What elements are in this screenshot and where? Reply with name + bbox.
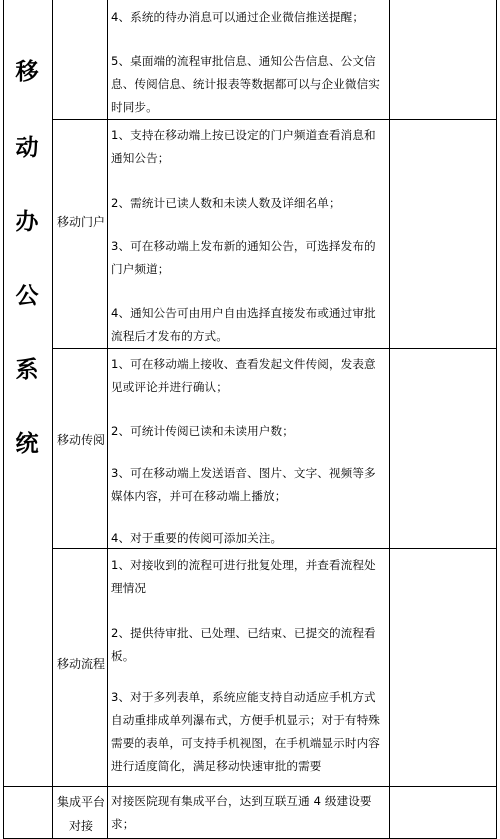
requirement-item: 3、可在移动端上发布新的通知公告，可选择发布的门户频道；	[111, 239, 376, 276]
main-category-char: 移	[15, 58, 39, 85]
main-category-char: 动	[15, 134, 39, 161]
requirement-item: 1、支持在移动端上按已设定的门户频道查看消息和通知公告；	[111, 128, 376, 165]
table-border-col1	[52, 0, 53, 839]
requirement-item: 3、对于多列表单，系统应能支持自动适应手机方式自动重排成单列瀑布式，方便手机显示；对于有特殊需要的表单，可支持手机视图，在手机端显示时内容进行适度简化，满足移动快速审批的需要	[111, 690, 380, 773]
table-border-col2	[107, 0, 108, 839]
row-divider	[52, 119, 497, 120]
requirement-item: 3、可在移动端上发送语音、图片、文字、视频等多媒体内容，并可在移动端上播放；	[111, 466, 376, 503]
subcategory-mobile-workflow: 移动流程	[56, 657, 105, 671]
subcategory-mobile-portal: 移动门户	[56, 215, 105, 229]
table-border-right	[496, 0, 497, 839]
row-divider	[52, 348, 497, 349]
requirement-item: 1、可在移动端上接收、查看发起文件传阅，发表意见或评论并进行确认；	[111, 357, 376, 394]
requirement-item: 5、桌面端的流程审批信息、通知公告信息、公文信息、传阅信息、统计报表等数据都可以与企业微信实时同步。	[111, 54, 380, 114]
requirement-item: 2、可统计传阅已读和未读用户数；	[111, 424, 294, 438]
requirement-item: 4、对于重要的传阅可添加关注。	[111, 531, 283, 545]
subcategory-integration-platform: 集成平台对接	[56, 795, 105, 833]
requirement-item: 2、需统计已读人数和未读人数及详细名单；	[111, 196, 341, 210]
subcategory-mobile-circulation: 移动传阅	[56, 433, 105, 447]
main-category-char: 系	[15, 356, 39, 383]
table-border-col3	[389, 0, 390, 839]
requirement-item: 4、系统的待办消息可以通过企业微信推送提醒；	[111, 10, 365, 24]
requirement-item: 4、通知公告可由用户自由选择直接发布或通过审批流程后才发布的方式。	[111, 306, 376, 343]
row-divider	[3, 786, 497, 787]
main-category-char: 统	[15, 430, 39, 457]
requirement-item: 对接医院现有集成平台，达到互联互通 4 级建设要求；	[111, 794, 372, 831]
table-border-left	[3, 0, 4, 839]
requirement-item: 1、对接收到的流程可进行批复处理，并查看流程处理情况	[111, 558, 376, 595]
main-category-char: 办	[15, 208, 39, 235]
requirement-item: 2、提供待审批、已处理、已结束、已提交的流程看板。	[111, 626, 376, 663]
main-category-char: 公	[15, 282, 39, 309]
